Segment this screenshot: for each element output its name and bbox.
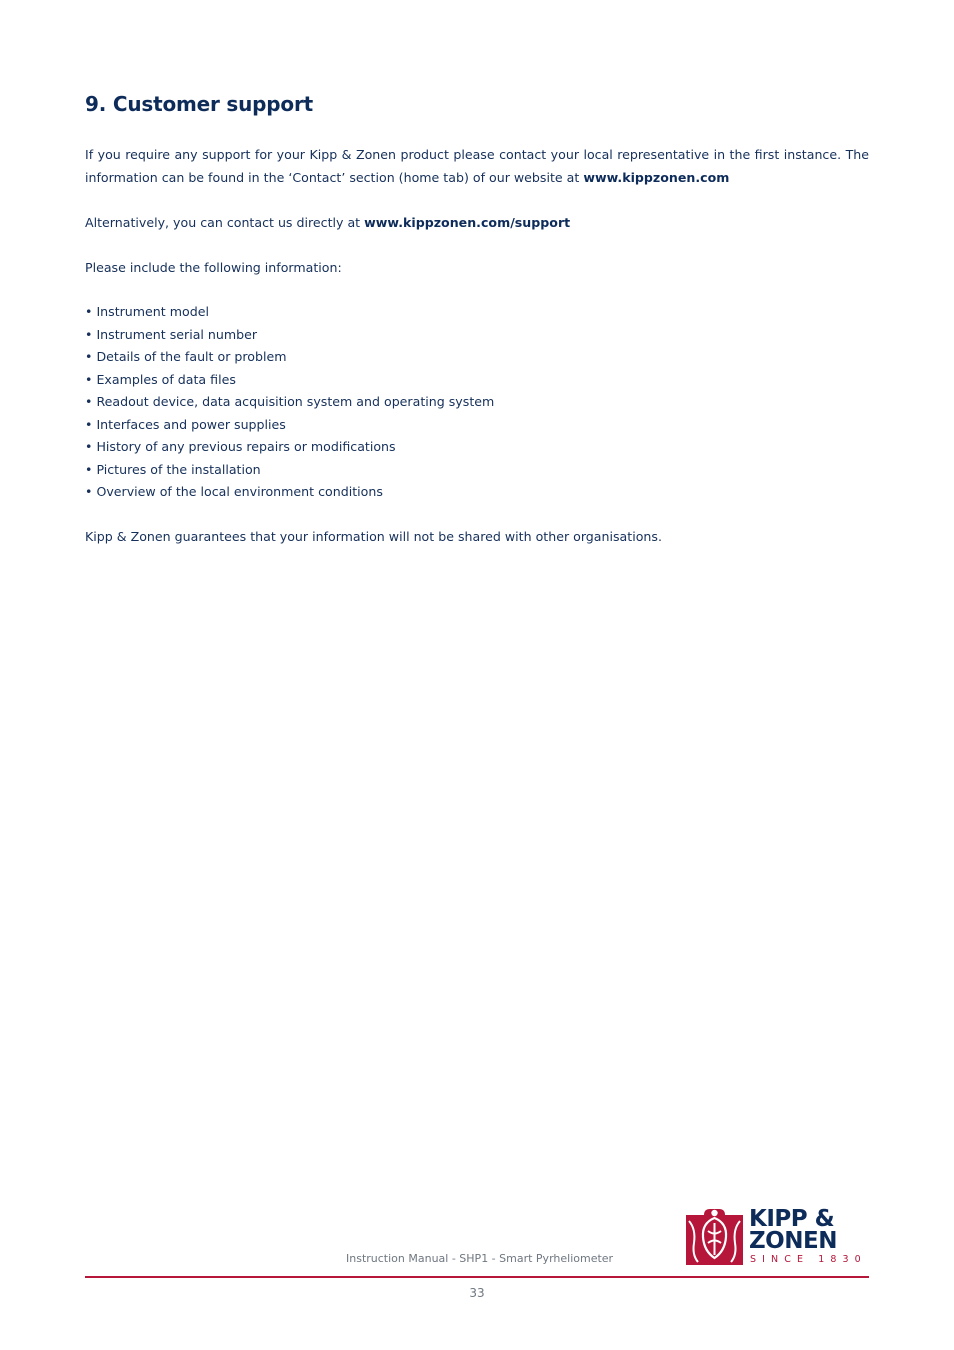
logo-wordmark-line2: ZONEN [749, 1228, 837, 1254]
list-item: • Interfaces and power supplies [85, 414, 494, 437]
support-link[interactable]: www.kippzonen.com/support [364, 215, 571, 230]
support-intro-paragraph [85, 144, 869, 189]
privacy-paragraph: Kipp & Zonen guarantees that your information will not be shared with other organisations. [85, 529, 662, 544]
list-item: • Details of the fault or problem [85, 346, 494, 369]
support-intro-text: If you require any support for your Kipp & Zonen product please contact your local representative in the first instance. The information can be found in the ‘Contact’ section (home tab) of our website at [85, 147, 869, 185]
page-number: 33 [469, 1286, 485, 1300]
page-title: 9. Customer support [85, 92, 313, 116]
required-info-list [85, 301, 494, 504]
website-link[interactable]: www.kippzonen.com [583, 169, 730, 185]
list-item: • History of any previous repairs or modifications [85, 436, 494, 459]
direct-contact-paragraph [85, 212, 869, 235]
list-item: • Readout device, data acquisition system and operating system [85, 391, 494, 414]
logo-wordmark-line1: KIPP & [749, 1206, 835, 1232]
list-item: • Examples of data files [85, 369, 494, 392]
list-item: • Instrument serial number [85, 324, 494, 347]
list-item: • Overview of the local environment conditions [85, 481, 494, 504]
include-info-paragraph: Please include the following information: [85, 260, 342, 275]
kipp-zonen-logo [686, 1208, 870, 1266]
list-item: • Pictures of the installation [85, 459, 494, 482]
footer-divider [85, 1276, 869, 1278]
list-item: • Instrument model [85, 301, 494, 324]
footer-document-title: Instruction Manual - SHP1 - Smart Pyrheliometer [346, 1252, 614, 1265]
logo-emblem-icon [686, 1209, 743, 1265]
direct-contact-text: Alternatively, you can contact us directly at [85, 215, 365, 230]
logo-since-tagline: SINCE 1830 [750, 1254, 867, 1265]
